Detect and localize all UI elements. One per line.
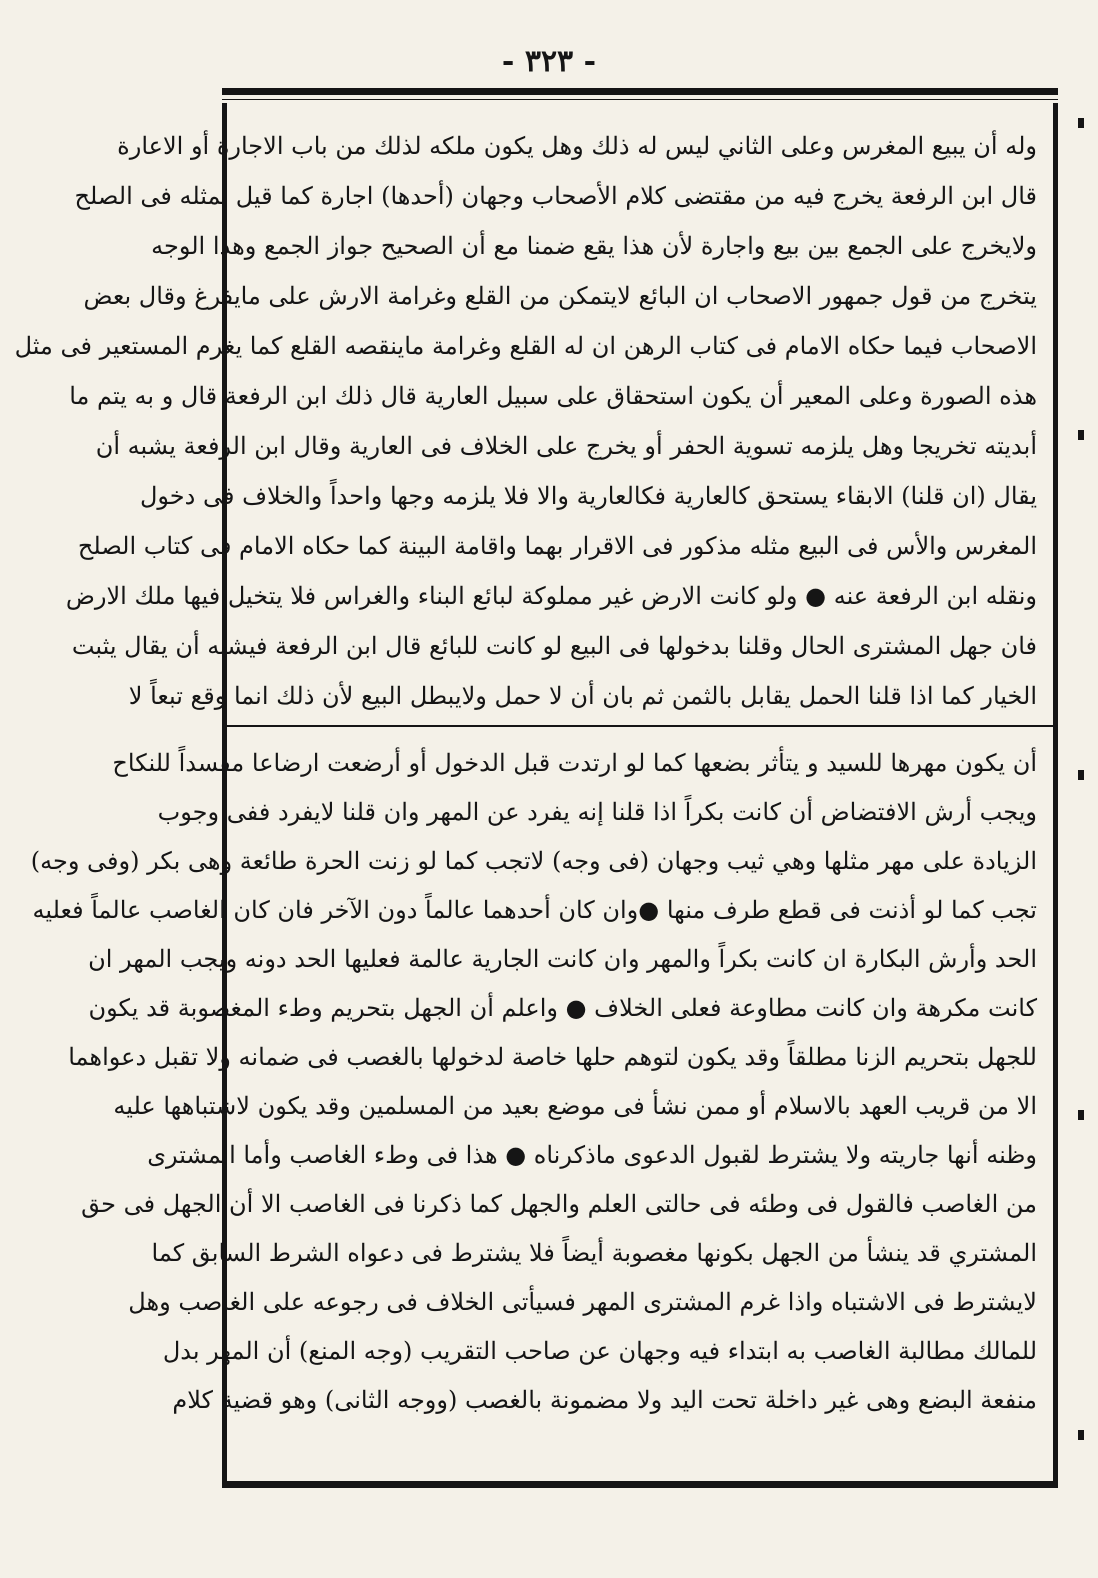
text-line: كانت مكرهة وان كانت مطاوعة فعلى الخلاف ● واعلم أن الجهل بتحريم وطء المغصوبة قد يكون [88, 994, 1037, 1022]
margin-mark [1078, 118, 1084, 128]
text-line: للمالك مطالبة الغاصب به ابتداء فيه وجهان عن صاحب التقريب (وجه المنع) أن المهر بدل [162, 1337, 1037, 1365]
text-line: ونقله ابن الرفعة عنه ● ولو كانت الارض غير مملوكة لبائع البناء والغراس فلا يتخيل فيها ملك الارض [65, 582, 1037, 610]
text-line: من الغاصب فالقول فى وطئه فى حالتى العلم والجهل كما ذكرنا فى الغاصب الا أن الجهل فى حق [81, 1190, 1037, 1218]
text-line: الاصحاب فيما حكاه الامام فى كتاب الرهن ان له القلع وغرامة ماينقصه القلع كما يغرم المستعير فى مثل [14, 332, 1037, 360]
text-frame [14, 103, 1058, 1488]
text-line: هذه الصورة وعلى المعير أن يكون استحقاق على سبيل العارية قال ذلك ابن الرفعة قال و به يتم ما [69, 382, 1037, 410]
text-line: ويجب أرش الافتضاض أن كانت بكراً اذا قلنا إنه يفرد عن المهر وان قلنا لايفرد ففى وجوب [157, 798, 1037, 826]
margin-mark [1078, 430, 1084, 440]
text-line: أبديته تخريجا وهل يلزمه تسوية الحفر أو يخرج على الخلاف فى العارية وقال ابن الرفعة يشبه أن [95, 432, 1037, 460]
text-line: وظنه أنها جاريته ولا يشترط لقبول الدعوى ماذكرناه ● هذا فى وطء الغاصب وأما المشترى [147, 1141, 1037, 1169]
text-line: لايشترط فى الاشتباه واذا غرم المشترى المهر فسيأتى الخلاف فى رجوعه على الغاصب وهل [128, 1288, 1037, 1316]
text-line: قال ابن الرفعة يخرج فيه من مقتضى كلام الأصحاب وجهان (أحدها) اجارة كما قيل بمثله فى الصلح [74, 182, 1037, 210]
text-line: الحد وأرش البكارة ان كانت بكراً والمهر وان كانت الجارية عالمة فعليها الحد دونه ويجب المهر ان [88, 945, 1037, 973]
margin-mark [1078, 1110, 1084, 1120]
text-line: الا من قريب العهد بالاسلام أو ممن نشأ فى موضع بعيد من المسلمين وقد يكون لاشتباهها عليه [113, 1092, 1037, 1120]
margin-mark [1078, 770, 1084, 780]
top-rule [222, 88, 1058, 100]
section-divider [227, 725, 1053, 727]
margin-mark [1078, 1430, 1084, 1440]
text-line: تجب كما لو أذنت فى قطع طرف منها ●وان كان أحدهما عالماً دون الآخر فان كان الغاصب عالماً فعليه [32, 896, 1037, 924]
text-line: فان جهل المشترى الحال وقلنا بدخولها فى البيع لو كانت للبائع قال ابن الرفعة فيشبه أن يقال يثبت [71, 632, 1037, 660]
text-line: منفعة البضع وهى غير داخلة تحت اليد ولا مضمونة بالغصب (ووجه الثانى) وهو قضية كلام [172, 1386, 1037, 1414]
lower-text-section [30, 739, 1037, 1474]
text-line: يتخرج من قول جمهور الاصحاب ان البائع لايتمكن من القلع وغرامة الارش على مايفرغ وقال بعض [83, 282, 1037, 310]
text-line: أن يكون مهرها للسيد و يتأثر بضعها كما لو ارتدت قبل الدخول أو أرضعت ارضاعا مفسداً للنكاح [112, 749, 1037, 777]
text-line: للجهل بتحريم الزنا مطلقاً وقد يكون لتوهم حلها خاصة لدخولها بالغصب فى ضمانه ولا تقبل دعواهما [68, 1043, 1037, 1071]
text-line: وله أن يبيع المغرس وعلى الثاني ليس له ذلك وهل يكون ملكه لذلك من باب الاجارة أو الاعارة [117, 132, 1037, 160]
text-line: الزيادة على مهر مثلها وهي ثيب وجهان (فى وجه) لاتجب كما لو زنت الحرة طائعة وهى بكر (وفى وجه) [30, 847, 1037, 875]
text-line: المغرس والأس فى البيع مثله مذكور فى الاقرار بهما واقامة البينة كما حكاه الامام فى كتاب الصلح [77, 532, 1037, 560]
text-line: ولايخرج على الجمع بين بيع واجارة لأن هذا يقع ضمنا مع أن الصحيح جواز الجمع وهذا الوجه [151, 232, 1037, 260]
text-line: المشتري قد ينشأ من الجهل بكونها مغصوبة أيضاً فلا يشترط فى دعواه الشرط السابق كما [151, 1239, 1037, 1267]
main-text-section [14, 121, 1037, 721]
text-line: يقال (ان قلنا) الابقاء يستحق كالعارية فكالعارية والا فلا يلزمه وجها واحداً والخلاف فى دخول [139, 482, 1037, 510]
text-line: الخيار كما اذا قلنا الحمل يقابل بالثمن ثم بان أن لا حمل ولايبطل البيع لأن ذلك انما وقع تبعاً لا [128, 682, 1037, 710]
page-number: - ٣٢٣ - [501, 44, 597, 79]
